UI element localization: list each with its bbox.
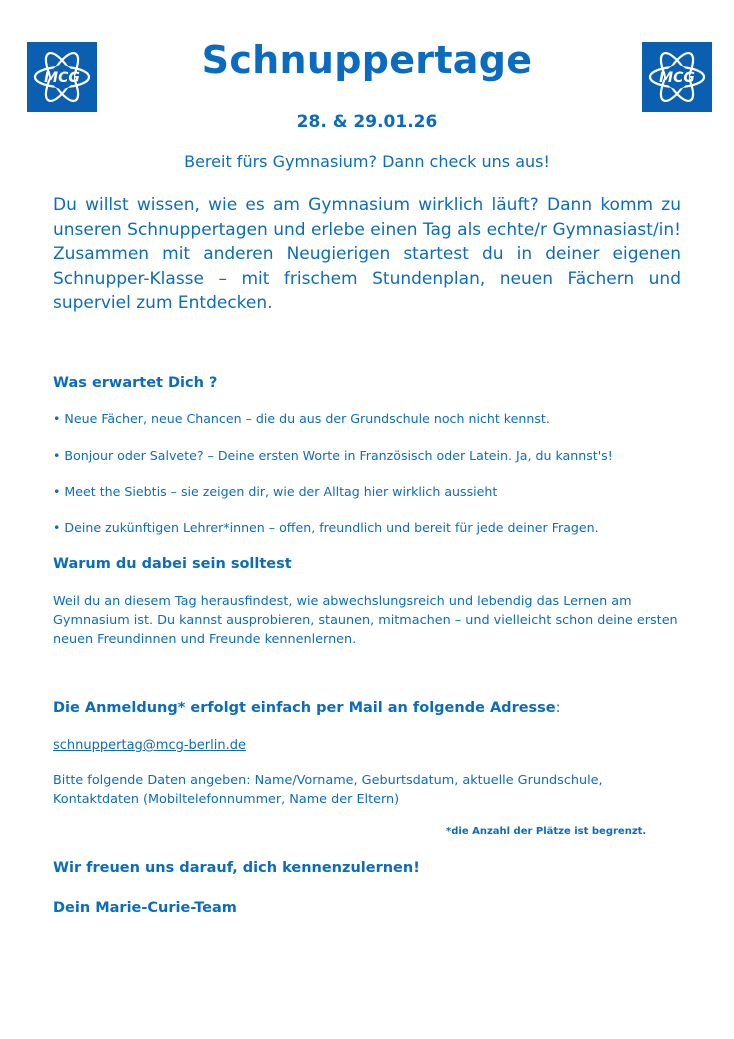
closing-line: Wir freuen uns darauf, dich kennenzulernen! — [53, 860, 420, 876]
logo-text: MCG — [659, 70, 695, 86]
school-logo-right — [642, 42, 712, 112]
why-paragraph: Weil du an diesem Tag herausfindest, wie abwechslungsreich und lebendig das Lernen am Gymnasium ist. Du kannst ausprobieren, staunen, mitmachen – und vielleicht schon deine ersten neuen Freundinnen und Freunde kennenlernen. — [53, 594, 678, 647]
atom-logo-icon — [27, 42, 97, 112]
registration-heading — [53, 700, 561, 716]
why-heading: Warum du dabei sein solltest — [53, 556, 292, 572]
list-item: • Meet the Siebtis – sie zeigen dir, wie der Alltag hier wirklich aussieht — [53, 484, 498, 499]
registration-details: Bitte folgende Daten angeben: Name/Vorname, Geburtsdatum, aktuelle Grundschule, Kontaktdaten (Mobiltelefonnummer, Name der Eltern) — [53, 773, 603, 807]
list-item: • Bonjour oder Salvete? – Deine ersten Worte in Französisch oder Latein. Ja, du kannst's! — [53, 448, 613, 463]
atom-logo-icon — [642, 42, 712, 112]
signature-line: Dein Marie-Curie-Team — [53, 900, 237, 916]
list-item: • Neue Fächer, neue Chancen – die du aus der Grundschule noch nicht kennst. — [53, 411, 550, 426]
email-link[interactable]: schnuppertag@mcg-berlin.de — [53, 738, 246, 753]
logo-text: MCG — [44, 70, 80, 86]
expect-heading: Was erwartet Dich ? — [53, 375, 218, 391]
event-date: 28. & 29.01.26 — [296, 112, 438, 132]
school-logo-left — [27, 42, 97, 112]
page-title: Schnuppertage — [201, 38, 533, 82]
registration-heading-text: Die Anmeldung* erfolgt einfach per Mail an folgende Adresse — [53, 700, 556, 716]
registration-colon: : — [555, 700, 561, 716]
list-item: • Deine zukünftigen Lehrer*innen – offen, freundlich und bereit für jede deiner Fragen. — [53, 520, 599, 535]
subtitle: Bereit fürs Gymnasium? Dann check uns aus! — [184, 152, 550, 171]
intro-paragraph: Du willst wissen, wie es am Gymnasium wirklich läuft? Dann komm zu unseren Schnuppertagen und erlebe einen Tag als echte/r Gymnasiast/in! Zusammen mit anderen Neugierigen startest du in deiner eigenen Schnupper-Klasse – mit frischem Stundenplan, neuen Fächern und superviel zum Entdecken. — [53, 195, 681, 313]
places-note: *die Anzahl der Plätze ist begrenzt. — [446, 826, 647, 837]
